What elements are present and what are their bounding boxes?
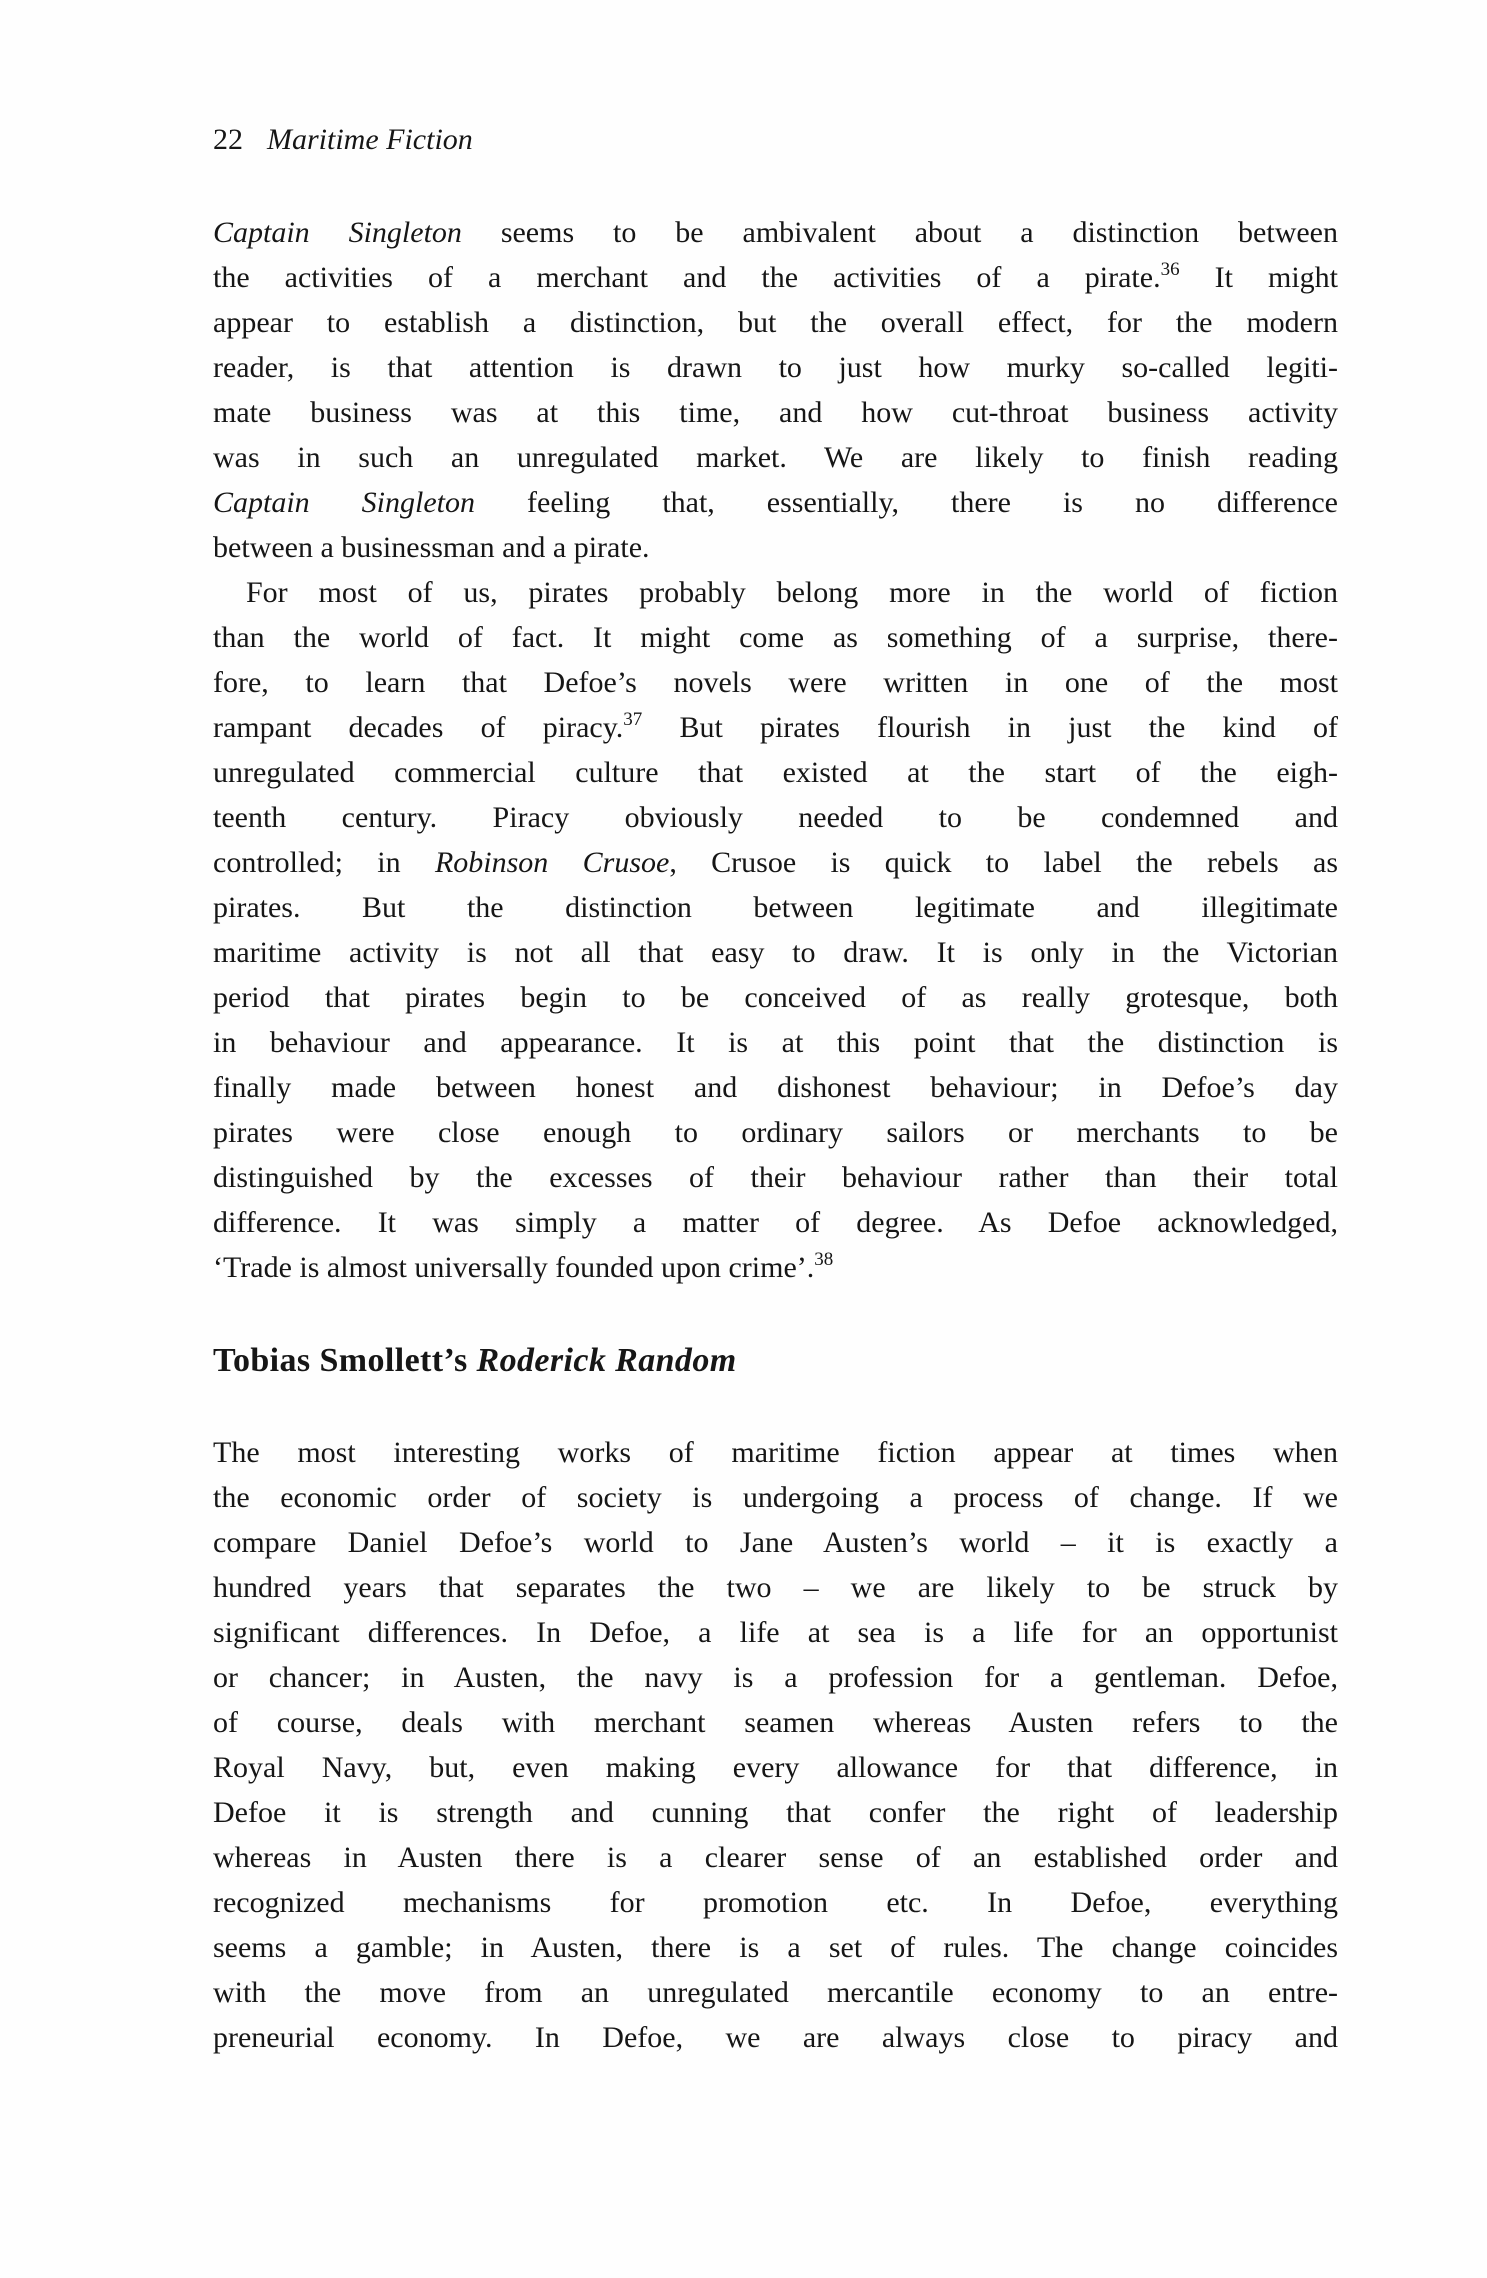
running-header: [213, 117, 1338, 162]
text-block: [213, 117, 1338, 2060]
text-run: fore, to learn that Defoe’s novels were written in one of the most: [213, 666, 1338, 699]
text-run: with the move from an unregulated mercantile economy to an entre-: [213, 1976, 1338, 2009]
heading-book-title: Roderick Random: [476, 1342, 737, 1379]
text-run: , Crusoe is quick to label the rebels as: [669, 846, 1339, 879]
text-run: in behaviour and appearance. It is at this point that the distinction is: [213, 1026, 1338, 1059]
running-title: Maritime Fiction: [267, 123, 473, 156]
text-run: of course, deals with merchant seamen whereas Austen refers to the: [213, 1706, 1338, 1739]
paragraph-maritime-works: [213, 1430, 1338, 2060]
section-heading: [213, 1337, 1338, 1385]
text-line: [213, 435, 1338, 480]
text-run: seems to be ambivalent about a distinction between: [461, 216, 1338, 249]
text-line: [213, 255, 1338, 300]
text-run: compare Daniel Defoe’s world to Jane Austen’s world – it is exactly a: [213, 1526, 1338, 1559]
text-line: [213, 1880, 1338, 1925]
text-line: [213, 1700, 1338, 1745]
text-run: Captain Singleton: [213, 486, 476, 519]
paragraph-pirates-fiction: [213, 570, 1338, 1290]
text-run: It might: [1179, 261, 1338, 294]
text-run: appear to establish a distinction, but the overall effect, for the modern: [213, 306, 1338, 339]
text-run: reader, is that attention is drawn to just how murky so-called legiti-: [213, 351, 1338, 384]
text-run: whereas in Austen there is a clearer sense of an established order and: [213, 1841, 1338, 1874]
text-run: Captain Singleton: [213, 216, 462, 249]
text-line: [213, 705, 1338, 750]
text-line: [213, 885, 1338, 930]
text-run: was in such an unregulated market. We are likely to finish reading: [213, 441, 1338, 474]
text-line: [213, 345, 1338, 390]
text-run: The most interesting works of maritime fiction appear at times when: [213, 1436, 1338, 1469]
text-line: [213, 1110, 1338, 1155]
text-line: [213, 1745, 1338, 1790]
text-run: or chancer; in Austen, the navy is a profession for a gentleman. Defoe,: [213, 1661, 1338, 1694]
text-run: pirates were close enough to ordinary sailors or merchants to be: [213, 1116, 1338, 1149]
text-line: [213, 1610, 1338, 1655]
text-line: [213, 1520, 1338, 1565]
text-run: controlled; in: [213, 846, 435, 879]
text-run: between a businessman and a pirate.: [213, 531, 650, 564]
text-run: ‘Trade is almost universally founded upon crime’.: [213, 1251, 815, 1284]
page-number: 22: [213, 123, 243, 156]
text-run: But pirates flourish in just the kind of: [642, 711, 1338, 744]
footnote-marker: 36: [1160, 259, 1180, 280]
text-line: [213, 1155, 1338, 1200]
text-line: [213, 930, 1338, 975]
text-line: [213, 1925, 1338, 1970]
text-line: [213, 1020, 1338, 1065]
text-line: [213, 570, 1338, 615]
text-line: [213, 750, 1338, 795]
text-line: [213, 1655, 1338, 1700]
heading-author-text: Tobias Smollett’s: [213, 1342, 477, 1379]
text-line: [213, 660, 1338, 705]
text-run: maritime activity is not all that easy to draw. It is only in the Victorian: [213, 936, 1338, 969]
text-run: feeling that, essentially, there is no difference: [475, 486, 1338, 519]
text-run: seems a gamble; in Austen, there is a set of rules. The change coincides: [213, 1931, 1338, 1964]
text-line: [213, 1970, 1338, 2015]
text-line: [213, 1835, 1338, 1880]
text-run: Royal Navy, but, even making every allowance for that difference, in: [213, 1751, 1338, 1784]
text-line: [213, 525, 1338, 570]
text-line: [213, 300, 1338, 345]
text-run: the economic order of society is undergoing a process of change. If we: [213, 1481, 1338, 1514]
text-line: [213, 1790, 1338, 1835]
text-line: [213, 615, 1338, 660]
text-run: For most of us, pirates probably belong more in the world of fiction: [246, 576, 1338, 609]
text-run: difference. It was simply a matter of degree. As Defoe acknowledged,: [213, 1206, 1338, 1239]
text-line: [213, 975, 1338, 1020]
text-line: [213, 1430, 1338, 1475]
text-run: unregulated commercial culture that existed at the start of the eigh-: [213, 756, 1338, 789]
text-run: Defoe it is strength and cunning that confer the right of leadership: [213, 1796, 1338, 1829]
text-line: [213, 795, 1338, 840]
footnote-marker: 38: [814, 1249, 834, 1270]
text-run: preneurial economy. In Defoe, we are always close to piracy and: [213, 2021, 1338, 2054]
text-run: hundred years that separates the two – we are likely to be struck by: [213, 1571, 1338, 1604]
text-run: pirates. But the distinction between legitimate and illegitimate: [213, 891, 1338, 924]
text-line: [213, 210, 1338, 255]
text-run: than the world of fact. It might come as something of a surprise, there-: [213, 621, 1338, 654]
text-line: [213, 480, 1338, 525]
paragraph-captain-singleton: [213, 210, 1338, 570]
text-line: [213, 840, 1338, 885]
text-run: finally made between honest and dishonest behaviour; in Defoe’s day: [213, 1071, 1338, 1104]
text-line: [213, 1065, 1338, 1110]
text-line: [213, 1565, 1338, 1610]
footnote-marker: 37: [623, 709, 643, 730]
text-run: the activities of a merchant and the activities of a pirate.: [213, 261, 1161, 294]
text-run: distinguished by the excesses of their behaviour rather than their total: [213, 1161, 1338, 1194]
text-line: [213, 2015, 1338, 2060]
text-line: [213, 1200, 1338, 1245]
text-run: mate business was at this time, and how cut-throat business activity: [213, 396, 1338, 429]
text-line: [213, 390, 1338, 435]
text-run: significant differences. In Defoe, a life at sea is a life for an opportunist: [213, 1616, 1338, 1649]
text-run: recognized mechanisms for promotion etc. In Defoe, everything: [213, 1886, 1338, 1919]
text-run: period that pirates begin to be conceived of as really grotesque, both: [213, 981, 1338, 1014]
text-run: teenth century. Piracy obviously needed to be condemned and: [213, 801, 1338, 834]
text-run: Robinson Crusoe: [434, 846, 670, 879]
text-line: [213, 1475, 1338, 1520]
text-run: rampant decades of piracy.: [213, 711, 624, 744]
text-line: [213, 1245, 1338, 1290]
